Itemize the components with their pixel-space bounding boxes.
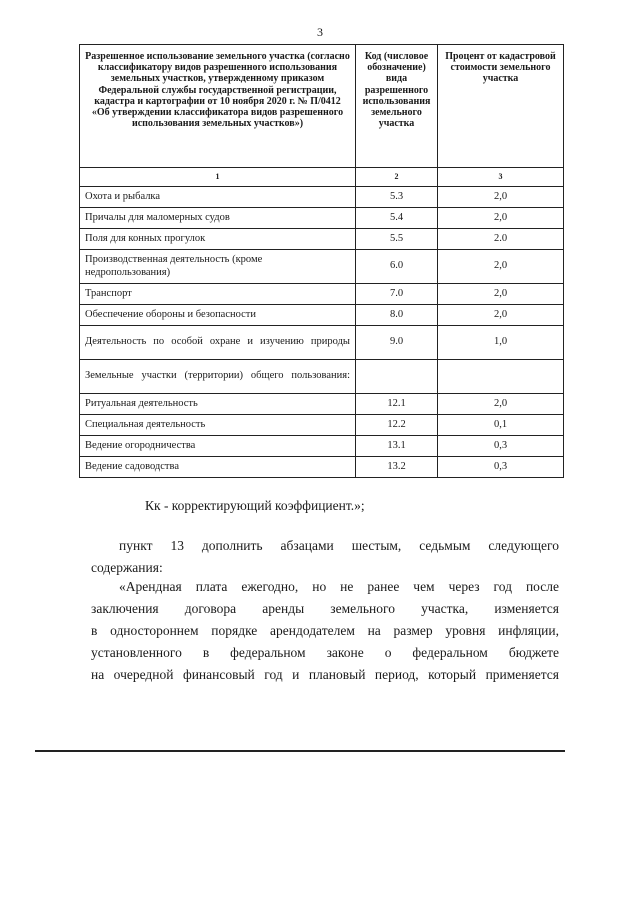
footer-divider [35,750,565,752]
row-use: Обеспечение обороны и безопасности [80,305,356,326]
table-row [80,436,564,457]
rent-line: в одностороннем порядке арендодателем на размер уровня инфляции, [91,623,559,638]
table-row [80,326,564,360]
row-use: Производственная деятельность (кроме недропользования) [80,250,356,284]
table-row [80,229,564,250]
table-row [80,360,564,394]
row-percent: 2,0 [438,187,564,208]
row-use: Транспорт [80,284,356,305]
row-use: Деятельность по особой охране и изучению природы [80,326,356,360]
table-row [80,187,564,208]
row-percent: 2,0 [438,394,564,415]
rent-paragraph [91,576,559,686]
row-percent: 1,0 [438,326,564,360]
row-percent: 0,3 [438,436,564,457]
page-number: 3 [317,25,323,39]
row-code: 8.0 [356,305,438,326]
row-code: 5.5 [356,229,438,250]
table-row [80,305,564,326]
row-percent: 0,3 [438,457,564,478]
land-use-rate-table [79,44,564,478]
column-number-1: 1 [80,168,356,187]
row-percent: 2,0 [438,305,564,326]
column-number-3: 3 [438,168,564,187]
header-use-code: Код (числовое обозначение) вида разрешенного использования земельного участка [356,45,438,168]
rent-line: установленного в федеральном законе о федеральном бюджете [91,645,559,660]
amendment-paragraph [91,535,559,579]
row-percent: 0,1 [438,415,564,436]
header-permitted-use: Разрешенное использование земельного участка (согласно классификатору видов разрешенного использования земельных участков, утвержденному приказом Федеральной службы государственной регистрации, кадастра и картографии от 10 ноября 2020 г. № П/0412 «Об утверждении классификатора видов разрешенного использования земельных участков») [80,45,356,168]
row-use: Причалы для маломерных судов [80,208,356,229]
row-percent: 2,0 [438,208,564,229]
row-use: Ритуальная деятельность [80,394,356,415]
table-row [80,415,564,436]
column-number-2: 2 [356,168,438,187]
coefficient-note: Кк - корректирующий коэффициент.»; [145,498,365,513]
row-code: 13.2 [356,457,438,478]
row-code [356,360,438,394]
row-use: Охота и рыбалка [80,187,356,208]
row-use: Ведение огородничества [80,436,356,457]
row-percent: 2,0 [438,284,564,305]
amendment-line: пункт 13 дополнить абзацами шестым, седьмым следующего [119,538,559,553]
row-code: 5.3 [356,187,438,208]
row-use: Ведение садоводства [80,457,356,478]
row-percent: 2,0 [438,250,564,284]
table-row [80,284,564,305]
row-code: 12.2 [356,415,438,436]
row-code: 6.0 [356,250,438,284]
table-header-row [80,45,564,168]
amendment-line: содержания: [91,560,163,575]
row-percent [438,360,564,394]
rent-line: «Арендная плата ежегодно, но не ранее чем через год после [119,579,559,594]
rent-line: заключения договора аренды земельного участка, изменяется [91,601,559,616]
row-use: Поля для конных прогулок [80,229,356,250]
column-number-row [80,168,564,187]
table-row [80,394,564,415]
row-use: Земельные участки (территории) общего пользования: [80,360,356,394]
row-code: 12.1 [356,394,438,415]
table-row [80,208,564,229]
row-code: 13.1 [356,436,438,457]
rent-line: на очередной финансовый год и плановый период, который применяется [91,667,559,682]
table-row [80,250,564,284]
row-use: Специальная деятельность [80,415,356,436]
row-code: 7.0 [356,284,438,305]
row-code: 9.0 [356,326,438,360]
row-percent: 2.0 [438,229,564,250]
header-cadastral-percent: Процент от кадастровой стоимости земельного участка [438,45,564,168]
row-code: 5.4 [356,208,438,229]
table-row [80,457,564,478]
